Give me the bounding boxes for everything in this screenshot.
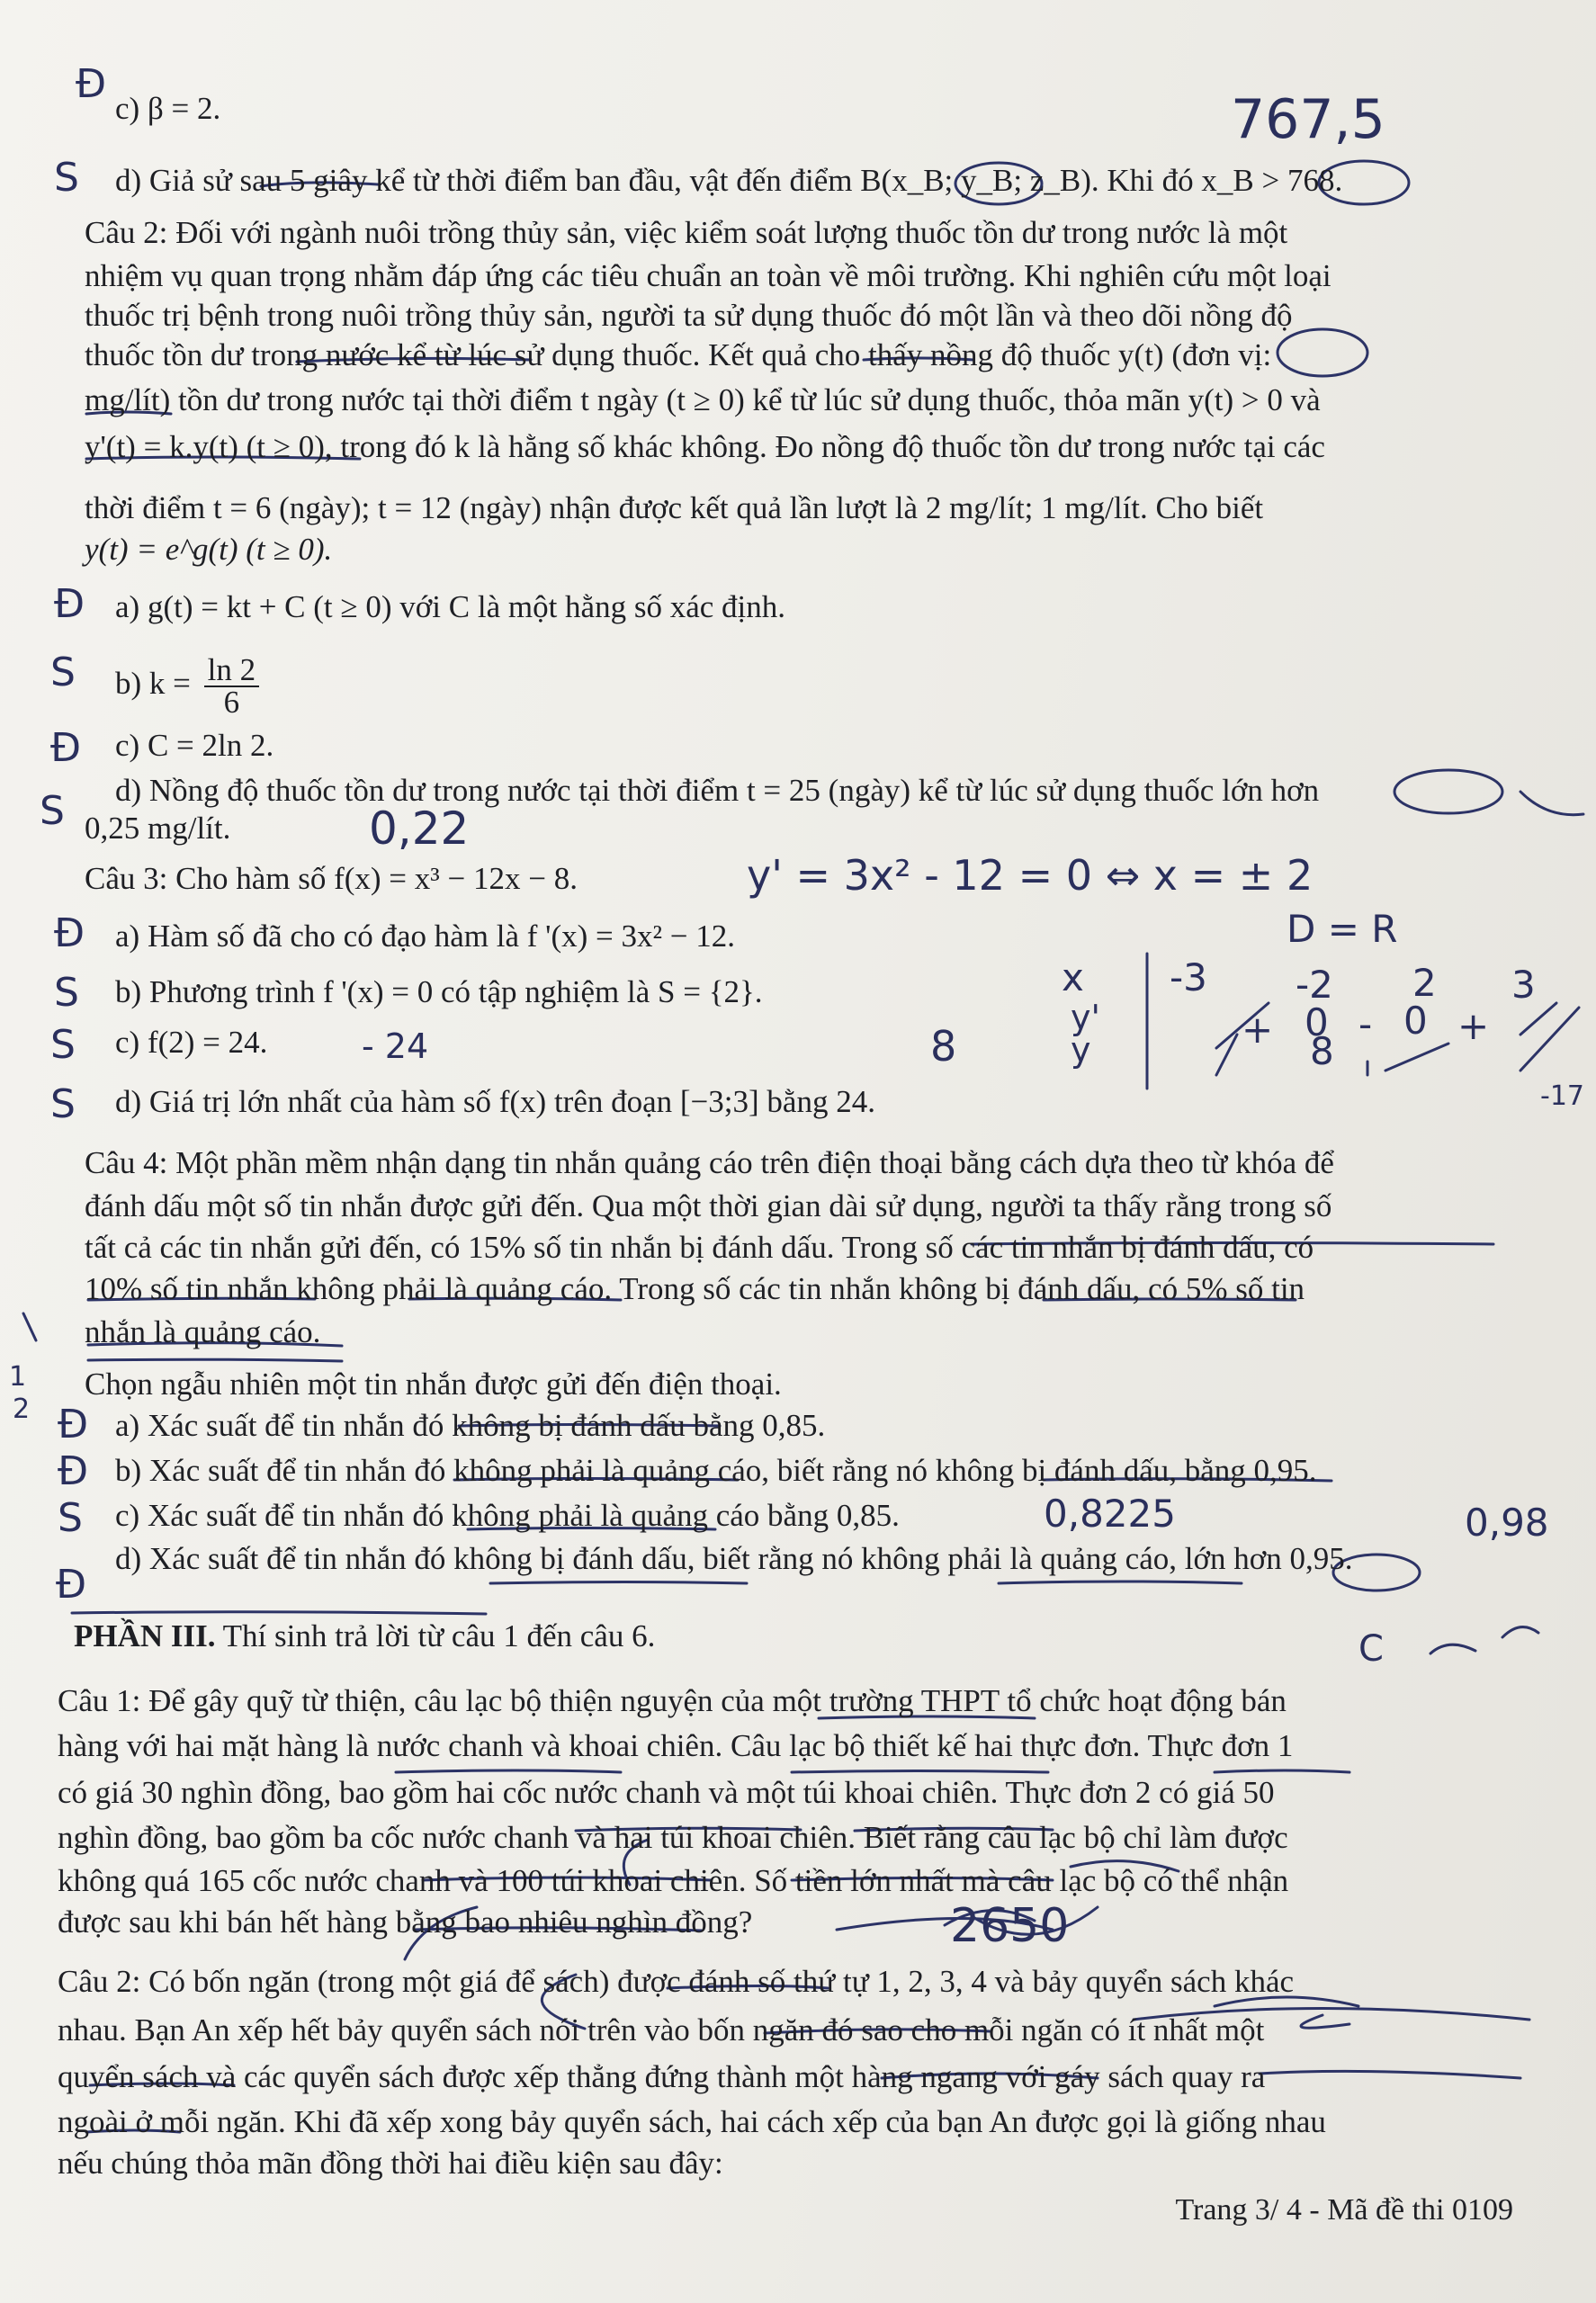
handwritten-note: C: [1358, 1628, 1384, 1670]
sign-chart-derivative-label: y': [1071, 998, 1100, 1037]
handwritten-answer: 767,5: [1231, 88, 1385, 151]
q2-stem-line: nhiệm vụ quan trọng nhằm đáp ứng các tiêu chuẩn an toàn về môi trường. Khi nghiên cứu một loại: [85, 258, 1331, 293]
sign-chart-x-value: -2: [1296, 963, 1333, 1007]
q3-option-a: a) Hàm số đã cho có đạo hàm là f '(x) = 3x² − 12.: [115, 919, 735, 954]
q2-stem-line: thuốc trị bệnh trong nuôi trồng thủy sản, người ta sử dụng thuốc đó một lần và theo dõi nồng độ: [85, 298, 1293, 333]
sign-chart-sign: +: [1242, 1008, 1274, 1052]
q3-option-d: d) Giá trị lớn nhất của hàm số f(x) trên đoạn [−3;3] bằng 24.: [115, 1084, 875, 1119]
sign-chart-sign: +: [1457, 1004, 1490, 1048]
sign-chart-value: -17: [1540, 1080, 1584, 1112]
margin-note: 2: [13, 1393, 31, 1425]
p3q2-line: quyển sách và các quyển sách được xếp thẳng đứng thành một hàng ngang với gáy sách quay ra: [58, 2059, 1266, 2094]
fraction: [204, 652, 259, 720]
q4-option-c: c) Xác suất để tin nhắn đó không phải là quảng cáo bằng 0,85.: [115, 1498, 900, 1533]
part3-heading-bold: PHẦN III.: [74, 1618, 216, 1653]
answer-mark: S: [54, 970, 79, 1016]
handwritten-answer: 0,8225: [1044, 1492, 1176, 1536]
sign-chart-y-label: y: [1071, 1030, 1091, 1070]
answer-mark: Đ: [58, 1402, 89, 1447]
q2-stem-line: thời điểm t = 6 (ngày); t = 12 (ngày) nhận được kết quả lần lượt là 2 mg/lít; 1 mg/lít. Cho biết: [85, 490, 1264, 525]
answer-mark: Đ: [54, 581, 85, 627]
sign-chart-value: 8: [1310, 1029, 1334, 1073]
q4-stem-line: tất cả các tin nhắn gửi đến, có 15% số tin nhắn bị đánh dấu. Trong số các tin nhắn bị đánh dấu, có: [85, 1230, 1314, 1265]
answer-mark: Đ: [56, 1562, 87, 1608]
sign-chart-sign: 0: [1403, 999, 1428, 1043]
q2-option-a: a) g(t) = kt + C (t ≥ 0) với C là một hằng số xác định.: [115, 589, 785, 624]
p3q1-line: Câu 1: Để gây quỹ từ thiện, câu lạc bộ thiện nguyện của một trường THPT tổ chức hoạt động bán: [58, 1683, 1287, 1718]
answer-mark: Đ: [58, 1448, 89, 1494]
q2-stem-line: mg/lít) tồn dư trong nước tại thời điểm t ngày (t ≥ 0) kể từ lúc sử dụng thuốc, thỏa mãn y(t) > 0 và: [85, 382, 1321, 417]
p3q2-line: Câu 2: Có bốn ngăn (trong một giá để sách) được đánh số thứ tự 1, 2, 3, 4 và bảy quyển sách khác: [58, 1964, 1295, 1999]
q2-option-b: [115, 652, 259, 720]
p3q2-line: ngoài ở mỗi ngăn. Khi đã xếp xong bảy quyển sách, hai cách xếp của bạn An được gọi là giống nhau: [58, 2104, 1326, 2139]
handwritten-answer: 2650: [950, 1899, 1070, 1953]
q2-stem-line: thuốc tồn dư trong nước kể từ lúc sử dụng thuốc. Kết quả cho thấy nồng độ thuốc y(t) (đơn vị:: [85, 337, 1272, 372]
q4-option-b: b) Xác suất để tin nhắn đó không phải là quảng cáo, biết rằng nó không bị đánh dấu, bằng 0,95.: [115, 1453, 1317, 1488]
q2-option-d: d) Nồng độ thuốc tồn dư trong nước tại thời điểm t = 25 (ngày) kể từ lúc sử dụng thuốc lớn hơn: [115, 773, 1320, 808]
p3q2-line: nhau. Bạn An xếp hết bảy quyển sách nói trên vào bốn ngăn đó sao cho mỗi ngăn có ít nhất một: [58, 2012, 1265, 2048]
q2-option-d-cont: 0,25 mg/lít.: [85, 811, 231, 846]
p3q1-line: có giá 30 nghìn đồng, bao gồm hai cốc nước chanh và một túi khoai chiên. Thực đơn 2 có giá 50: [58, 1775, 1275, 1810]
q3-stem: Câu 3: Cho hàm số f(x) = x³ − 12x − 8.: [85, 861, 578, 896]
sign-chart-x-value: 3: [1511, 963, 1536, 1007]
q4-stem-line: đánh dấu một số tin nhắn được gửi đến. Qua một thời gian dài sử dụng, người ta thấy rằng trong số: [85, 1188, 1332, 1223]
sign-chart-x-value: 2: [1412, 961, 1437, 1005]
margin-note: 1: [9, 1361, 27, 1393]
answer-mark: S: [50, 1022, 76, 1068]
handwritten-answer: 0,98: [1465, 1501, 1549, 1545]
answer-mark: Đ: [76, 61, 107, 107]
q4-stem-line: 10% số tin nhắn không phải là quảng cáo. Trong số các tin nhắn không bị đánh dấu, có 5% số tin: [85, 1271, 1305, 1306]
q3-option-b: b) Phương trình f '(x) = 0 có tập nghiệm là S = {2}.: [115, 974, 763, 1009]
q2-option-b-label: b) k =: [115, 666, 191, 702]
fraction-denominator: 6: [223, 685, 240, 720]
q2-stem-line: y(t) = e^g(t) (t ≥ 0).: [85, 532, 333, 567]
q4-stem-line: nhắn là quảng cáo.: [85, 1314, 321, 1349]
sign-chart-sign: -: [1358, 1002, 1373, 1046]
sign-chart-sign: 0: [1305, 1000, 1329, 1044]
q2-stem-line: Câu 2: Đối với ngành nuôi trồng thủy sản, việc kiểm soát lượng thuốc tồn dư trong nước là một: [85, 215, 1288, 250]
p3q1-line: được sau khi bán hết hàng bằng bao nhiêu nghìn đồng?: [58, 1904, 753, 1940]
fraction-numerator: ln 2: [204, 655, 259, 687]
sign-chart-x-label: x: [1062, 955, 1084, 999]
handwritten-domain: D = R: [1287, 907, 1398, 951]
p3q1-line: hàng với hai mặt hàng là nước chanh và khoai chiên. Câu lạc bộ thiết kế hai thực đơn. Thực đơn 1: [58, 1728, 1294, 1763]
p3q1-line: nghìn đồng, bao gồm ba cốc nước chanh và hai túi khoai chiên. Biết rằng câu lạc bộ chỉ làm được: [58, 1820, 1288, 1855]
q4-stem-line: Câu 4: Một phần mềm nhận dạng tin nhắn quảng cáo trên điện thoại bằng cách dựa theo từ khóa để: [85, 1145, 1334, 1180]
page-footer: Trang 3/ 4 - Mã đề thi 0109: [1175, 2193, 1513, 2227]
answer-mark: S: [40, 788, 65, 834]
answer-mark: S: [50, 650, 76, 695]
handwritten-value: 8: [930, 1022, 957, 1071]
answer-mark: S: [54, 155, 79, 201]
q3-option-c: c) f(2) = 24.: [115, 1025, 268, 1060]
sign-chart-x-value: -3: [1170, 955, 1207, 999]
q1-option-c: c) β = 2.: [115, 91, 221, 126]
handwritten-derivative: y' = 3x² - 12 = 0 ⇔ x = ± 2: [747, 851, 1314, 900]
part3-heading-rest: Thí sinh trả lời từ câu 1 đến câu 6.: [215, 1618, 656, 1653]
answer-mark: S: [58, 1495, 83, 1541]
answer-mark: Đ: [54, 910, 85, 956]
q4-option-a: a) Xác suất để tin nhắn đó không bị đánh dấu bằng 0,85.: [115, 1408, 826, 1443]
handwritten-note: - 24: [362, 1026, 429, 1066]
p3q2-line: nếu chúng thỏa mãn đồng thời hai điều kiện sau đây:: [58, 2146, 723, 2181]
p3q1-line: không quá 165 cốc nước chanh và 100 túi khoai chiên. Số tiền lớn nhất mà câu lạc bộ có thể nhận: [58, 1863, 1289, 1898]
q4-option-d: d) Xác suất để tin nhắn đó không bị đánh dấu, biết rằng nó không phải là quảng cáo, lớn hơn 0,95.: [115, 1541, 1353, 1576]
q2-option-c: c) C = 2ln 2.: [115, 728, 274, 763]
answer-mark: Đ: [50, 725, 82, 771]
q2-stem-line: y'(t) = k.y(t) (t ≥ 0), trong đó k là hằng số khác không. Đo nồng độ thuốc tồn dư trong nước tại các: [85, 429, 1325, 464]
handwritten-answer: 0,22: [369, 802, 470, 855]
q4-choose: Chọn ngẫu nhiên một tin nhắn được gửi đến điện thoại.: [85, 1367, 782, 1402]
part3-heading: [74, 1617, 655, 1655]
q1-option-d: d) Giả sử sau 5 giây kể từ thời điểm ban đầu, vật đến điểm B(x_B; y_B; z_B). Khi đó x_B > 768.: [115, 163, 1343, 198]
answer-mark: S: [50, 1081, 76, 1127]
